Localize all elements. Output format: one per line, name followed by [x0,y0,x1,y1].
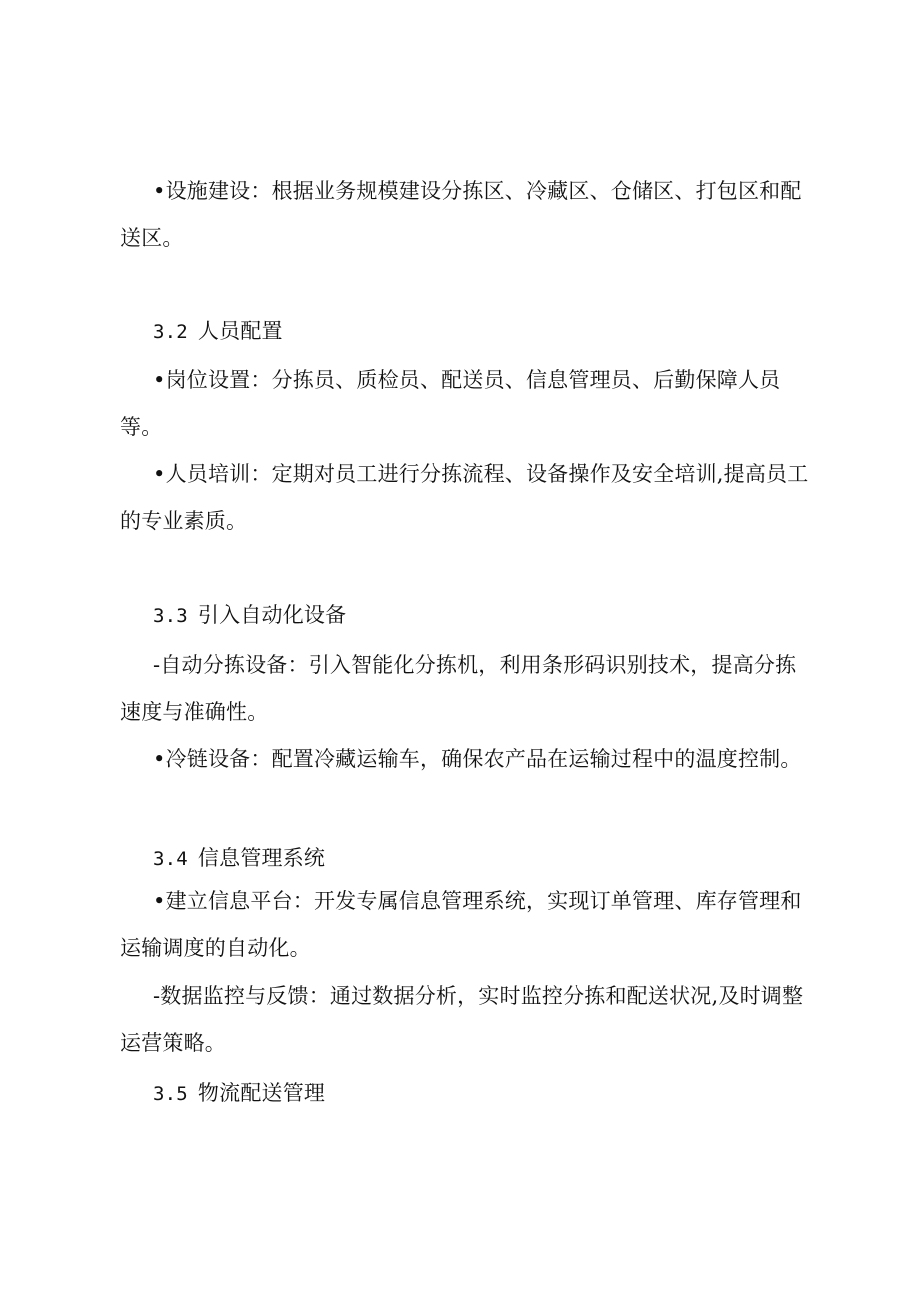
facility-construction-paragraph: •设施建设：根据业务规模建设分拣区、冷藏区、仓储区、打包区和配送区。 [120,179,802,250]
section-number: 3.2 [153,321,188,343]
section-number: 3.3 [153,605,188,627]
section-heading-3-5 [153,1078,325,1109]
staff-training-paragraph: •人员培训：定期对员工进行分拣流程、设备操作及安全培训,提高员工的专业素质。 [120,462,809,533]
section-heading-3-4 [153,843,325,874]
section-heading-3-2 [153,316,283,347]
section-title: 引入自动化设备 [197,603,347,627]
section-title: 信息管理系统 [197,846,326,870]
cold-chain-paragraph: •冷链设备：配置冷藏运输车，确保农产品在运输过程中的温度控制。 [153,747,802,771]
section-heading-3-3 [153,600,346,631]
auto-sorting-paragraph: -自动分拣设备：引入智能化分拣机，利用条形码识别技术，提高分拣速度与准确性。 [120,653,797,724]
section-title: 物流配送管理 [197,1081,326,1105]
section-number: 3.4 [153,848,188,870]
section-title: 人员配置 [197,319,283,343]
section-number: 3.5 [153,1083,188,1105]
position-setup-paragraph: •岗位设置：分拣员、质检员、配送员、信息管理员、后勤保障人员等。 [120,368,781,439]
data-monitoring-paragraph: -数据监控与反馈：通过数据分析，实时监控分拣和配送状况,及时调整运营策略。 [120,984,804,1055]
info-platform-paragraph: •建立信息平台：开发专属信息管理系统，实现订单管理、库存管理和运输调度的自动化。 [120,889,802,960]
